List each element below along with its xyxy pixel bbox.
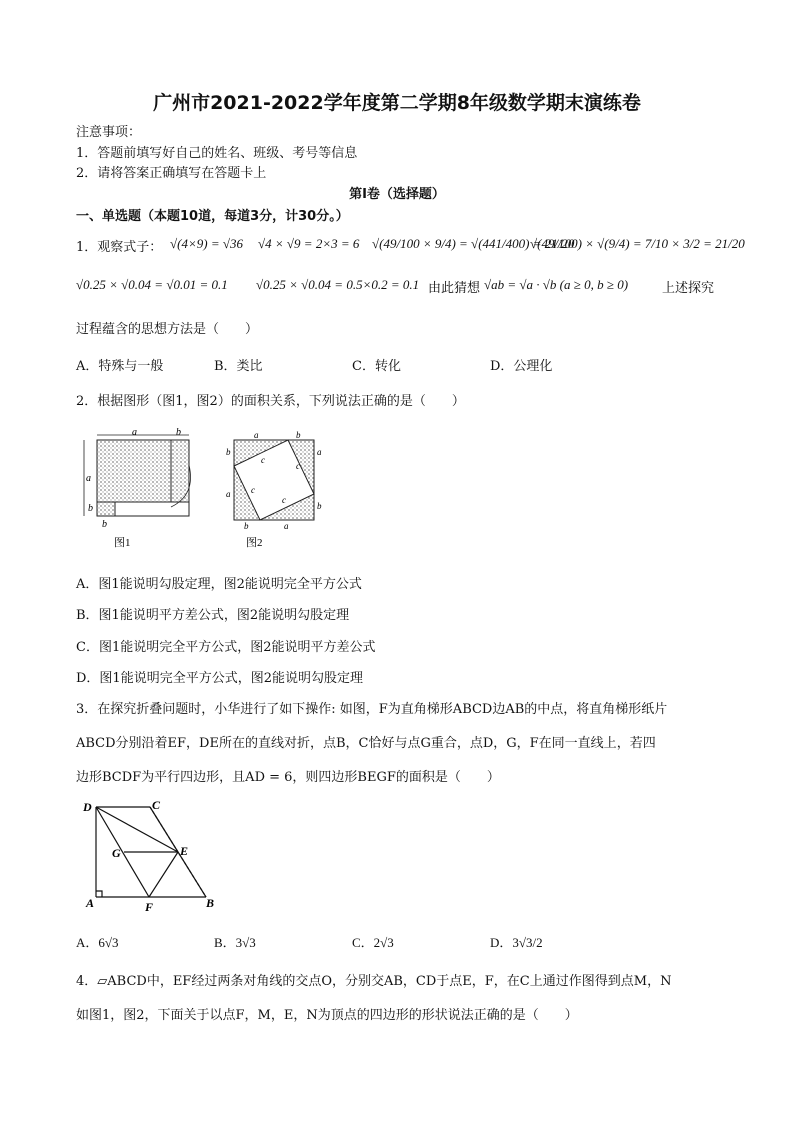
q1-formula-3: √(49/100 × 9/4) = √(441/400) = 21/20 [372, 236, 575, 251]
q2-option-c[interactable]: C．图1能说明完全平方公式，图2能说明平方差公式 [76, 640, 376, 655]
notice-heading: 注意事项： [76, 125, 142, 140]
q4-line2: 如图1，图2，下面关于以点F，M，E，N为顶点的四边形的形状说法正确的是（ ） [76, 1008, 578, 1023]
svg-text:b: b [176, 427, 181, 438]
q2-option-d[interactable]: D．图1能说明完全平方公式，图2能说明勾股定理 [76, 671, 363, 686]
svg-text:a: a [254, 430, 259, 440]
q3-option-a[interactable]: A．6√3 [76, 935, 119, 950]
q1-prefix: 1．观察式子： [76, 240, 163, 255]
figure-1 [84, 427, 191, 530]
q1-suffix: 上述探究 [662, 281, 715, 296]
q1-line3: 过程蕴含的思想方法是（ ） [76, 322, 259, 337]
label-G: G [112, 846, 121, 860]
page-title: 广州市2021-2022学年度第二学期8年级数学期末演练卷 [153, 92, 641, 114]
q1-option-c[interactable]: C．转化 [352, 359, 401, 374]
svg-text:b: b [226, 447, 231, 457]
label-D: D [83, 800, 92, 814]
q3-option-d[interactable]: D．3√3/2 [490, 935, 543, 950]
svg-text:a: a [317, 447, 322, 457]
svg-text:b: b [296, 430, 301, 440]
figure-2 [226, 430, 322, 531]
notice-item: 1．答题前填写好自己的姓名、班级、考号等信息 [76, 146, 358, 161]
q2-text: 2．根据图形（图1，图2）的面积关系，下列说法正确的是（ ） [76, 394, 465, 409]
notice-item: 2．请将答案正确填写在答题卡上 [76, 166, 267, 181]
svg-text:b: b [102, 519, 107, 530]
label-E: E [180, 844, 189, 858]
q1-formula-7: √ab = √a · √b (a ≥ 0, b ≥ 0) [484, 277, 629, 292]
svg-text:c: c [296, 461, 300, 471]
q1-option-d[interactable]: D．公理化 [490, 359, 553, 374]
svg-text:b: b [317, 501, 322, 511]
q4-line1: 4．▱ABCD中，EF经过两条对角线的交点O，分别交AB，CD于点E，F，在C上通过作图得到点M，N [76, 974, 672, 989]
label-A: A [86, 896, 95, 910]
q3-option-b[interactable]: B．3√3 [214, 935, 256, 950]
q2-option-a[interactable]: A．图1能说明勾股定理，图2能说明完全平方公式 [76, 577, 362, 592]
part-title: 第I卷（选择题） [349, 187, 445, 202]
svg-text:c: c [282, 495, 286, 505]
label-F: F [145, 900, 154, 914]
fig1-caption: 图1 [114, 537, 131, 549]
q2-figures [76, 425, 336, 555]
q3-option-c[interactable]: C．2√3 [352, 935, 394, 950]
svg-text:a: a [226, 489, 231, 499]
section-heading: 一、单选题（本题10道，每道3分，计30分。） [76, 209, 349, 224]
q1-formula-1: √(4×9) = √36 [170, 236, 243, 251]
svg-text:a: a [86, 473, 91, 484]
q1-formula-5: √0.25 × √0.04 = √0.01 = 0.1 [76, 277, 228, 292]
svg-text:b: b [88, 503, 93, 514]
q1-formula-2: √4 × √9 = 2×3 = 6 [258, 236, 360, 251]
svg-text:a: a [132, 427, 137, 438]
q3-line3: 边形BCDF为平行四边形，且AD = 6，则四边形BEGF的面积是（ ） [76, 770, 500, 785]
q2-option-b[interactable]: B．图1能说明平方差公式，图2能说明勾股定理 [76, 608, 350, 623]
q1-formula-4: √(49/100) × √(9/4) = 7/10 × 3/2 = 21/20 [530, 236, 745, 251]
svg-text:c: c [261, 455, 265, 465]
q1-option-a[interactable]: A．特殊与一般 [76, 359, 164, 374]
q3-line1: 3．在探究折叠问题时，小华进行了如下操作: 如图，F为直角梯形ABCD边AB的中点，将直角梯形纸片 [76, 702, 668, 717]
label-B: B [206, 896, 215, 910]
q3-figure [78, 795, 228, 917]
svg-text:a: a [284, 521, 289, 531]
svg-text:b: b [244, 521, 249, 531]
fig2-caption: 图2 [246, 537, 263, 549]
svg-text:c: c [251, 485, 255, 495]
label-C: C [152, 798, 161, 812]
q1-mid-text: 由此猜想 [428, 281, 481, 296]
q3-line2: ABCD分别沿着EF，DE所在的直线对折，点B，C恰好与点G重合，点D，G，F在同一直线上，若四 [76, 736, 656, 751]
q1-option-b[interactable]: B．类比 [214, 359, 263, 374]
q1-formula-6: √0.25 × √0.04 = 0.5×0.2 = 0.1 [256, 277, 420, 292]
